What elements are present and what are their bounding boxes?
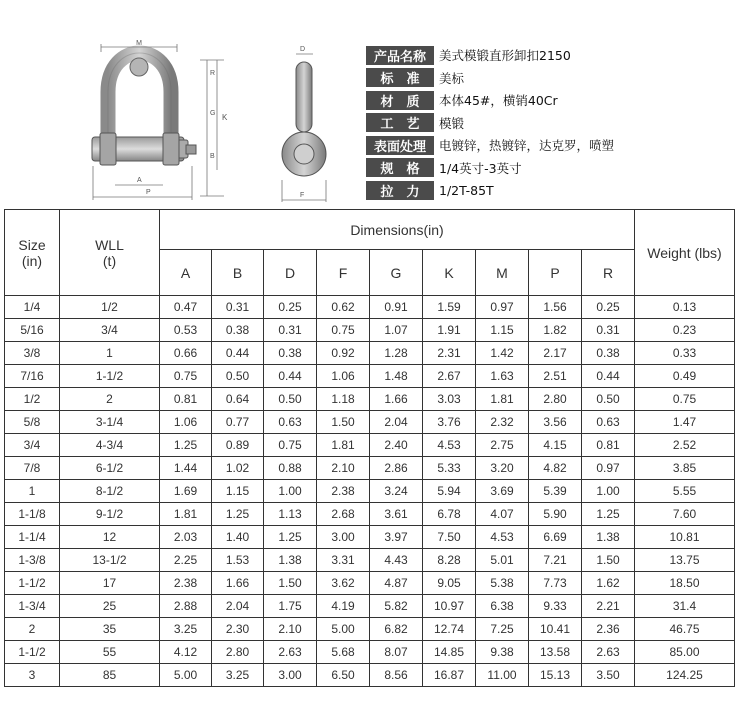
property-row (366, 112, 726, 135)
table-cell: 4-3/4 (60, 434, 160, 457)
table-cell: 1-3/8 (5, 549, 60, 572)
table-cell: 8.56 (370, 664, 423, 687)
table-row (5, 411, 735, 434)
side-view-drawing (282, 46, 326, 202)
table-cell: 2.52 (635, 434, 735, 457)
table-cell: 1.15 (476, 319, 529, 342)
property-row (366, 67, 726, 90)
table-cell: 0.38 (212, 319, 264, 342)
table-cell: 1.50 (264, 572, 317, 595)
table-cell: 0.91 (370, 296, 423, 319)
table-cell: 8.28 (423, 549, 476, 572)
table-cell: 1/4 (5, 296, 60, 319)
table-cell: 0.44 (582, 365, 635, 388)
table-cell: 7/16 (5, 365, 60, 388)
table-cell: 7.25 (476, 618, 529, 641)
property-value: 美式模锻直形卸扣2150 (439, 48, 571, 64)
table-cell: 1-3/4 (5, 595, 60, 618)
table-cell: 1.00 (582, 480, 635, 503)
table-cell: 3.85 (635, 457, 735, 480)
table-cell: 1.62 (582, 572, 635, 595)
table-cell: 0.25 (582, 296, 635, 319)
table-cell: 3.20 (476, 457, 529, 480)
table-cell: 3.76 (423, 411, 476, 434)
table-cell: 2.38 (317, 480, 370, 503)
table-row (5, 572, 735, 595)
table-cell: 6.78 (423, 503, 476, 526)
table-cell: 3.31 (317, 549, 370, 572)
table-row (5, 480, 735, 503)
table-cell: 2.36 (582, 618, 635, 641)
table-cell: 0.75 (264, 434, 317, 457)
dim-label-f: F (300, 192, 305, 199)
table-cell: 1.75 (264, 595, 317, 618)
table-cell: 3 (5, 664, 60, 687)
table-cell: 0.31 (264, 319, 317, 342)
table-cell: 0.63 (264, 411, 317, 434)
table-cell: 85 (60, 664, 160, 687)
table-cell: 1.66 (212, 572, 264, 595)
table-cell: 3.97 (370, 526, 423, 549)
table-cell: 9.05 (423, 572, 476, 595)
table-cell: 1.63 (476, 365, 529, 388)
table-cell: 3.61 (370, 503, 423, 526)
table-cell: 3.24 (370, 480, 423, 503)
table-cell: 0.13 (635, 296, 735, 319)
table-cell: 2.17 (529, 342, 582, 365)
table-cell: 0.38 (582, 342, 635, 365)
property-row (366, 157, 726, 180)
table-cell: 6.82 (370, 618, 423, 641)
table-cell: 1.25 (160, 434, 212, 457)
table-cell: 1.50 (317, 411, 370, 434)
table-cell: 3.00 (264, 664, 317, 687)
table-cell: 1 (5, 480, 60, 503)
table-row (5, 434, 735, 457)
table-cell: 0.97 (476, 296, 529, 319)
table-cell: 124.25 (635, 664, 735, 687)
wll-header: WLL (t) (60, 210, 160, 296)
table-cell: 11.00 (476, 664, 529, 687)
table-cell: 0.50 (212, 365, 264, 388)
table-cell: 2.88 (160, 595, 212, 618)
table-cell: 1.81 (476, 388, 529, 411)
table-cell: 7.73 (529, 572, 582, 595)
dim-label-b: B (210, 153, 215, 160)
table-cell: 1-1/4 (5, 526, 60, 549)
property-label: 标 准 (366, 68, 434, 87)
table-cell: 0.89 (212, 434, 264, 457)
table-cell: 0.31 (582, 319, 635, 342)
table-cell: 1.66 (370, 388, 423, 411)
table-cell: 13.58 (529, 641, 582, 664)
table-cell: 0.64 (212, 388, 264, 411)
table-cell: 1-1/2 (5, 572, 60, 595)
product-properties (366, 44, 726, 202)
table-cell: 2 (60, 388, 160, 411)
table-cell: 9.38 (476, 641, 529, 664)
table-cell: 5.90 (529, 503, 582, 526)
table-cell: 1.38 (264, 549, 317, 572)
property-value: 1/2T-85T (439, 182, 494, 198)
table-cell: 7.50 (423, 526, 476, 549)
table-cell: 2.51 (529, 365, 582, 388)
dim-column-header: G (370, 250, 423, 296)
dim-label-a: A (137, 177, 142, 184)
dim-column-header: D (264, 250, 317, 296)
table-cell: 1/2 (60, 296, 160, 319)
table-cell: 35 (60, 618, 160, 641)
dim-label-r: R (210, 70, 216, 77)
table-row (5, 618, 735, 641)
table-cell: 0.75 (317, 319, 370, 342)
spec-table-body (5, 296, 735, 687)
table-cell: 1.91 (423, 319, 476, 342)
property-label: 材 质 (366, 91, 434, 110)
table-cell: 1.25 (582, 503, 635, 526)
table-cell: 1.00 (264, 480, 317, 503)
table-cell: 5.55 (635, 480, 735, 503)
table-cell: 2.63 (582, 641, 635, 664)
table-cell: 0.88 (264, 457, 317, 480)
table-cell: 18.50 (635, 572, 735, 595)
table-cell: 15.13 (529, 664, 582, 687)
table-row (5, 641, 735, 664)
table-cell: 3.03 (423, 388, 476, 411)
table-cell: 2.63 (264, 641, 317, 664)
table-cell: 55 (60, 641, 160, 664)
table-cell: 9-1/2 (60, 503, 160, 526)
table-cell: 2.10 (317, 457, 370, 480)
table-cell: 0.44 (212, 342, 264, 365)
table-cell: 10.81 (635, 526, 735, 549)
table-cell: 2.30 (212, 618, 264, 641)
table-cell: 9.33 (529, 595, 582, 618)
table-cell: 2.38 (160, 572, 212, 595)
table-cell: 5.39 (529, 480, 582, 503)
table-cell: 0.47 (160, 296, 212, 319)
table-cell: 7.60 (635, 503, 735, 526)
table-cell: 10.41 (529, 618, 582, 641)
table-cell: 4.07 (476, 503, 529, 526)
table-cell: 2 (5, 618, 60, 641)
table-cell: 5.00 (317, 618, 370, 641)
table-cell: 2.80 (529, 388, 582, 411)
table-cell: 0.25 (264, 296, 317, 319)
table-cell: 1.69 (160, 480, 212, 503)
table-cell: 0.53 (160, 319, 212, 342)
table-cell: 0.75 (160, 365, 212, 388)
table-cell: 2.67 (423, 365, 476, 388)
spec-table (4, 209, 735, 687)
table-cell: 3.00 (317, 526, 370, 549)
table-cell: 1.81 (160, 503, 212, 526)
table-cell: 0.62 (317, 296, 370, 319)
table-cell: 4.19 (317, 595, 370, 618)
table-cell: 2.31 (423, 342, 476, 365)
table-cell: 0.50 (582, 388, 635, 411)
table-cell: 3.50 (582, 664, 635, 687)
property-value: 本体45#，横销40Cr (439, 93, 558, 109)
property-row (366, 44, 726, 67)
shackle-drawings (0, 0, 360, 210)
table-cell: 0.97 (582, 457, 635, 480)
property-value: 美标 (439, 70, 465, 86)
property-label: 工 艺 (366, 113, 434, 132)
table-cell: 4.87 (370, 572, 423, 595)
size-header: Size (in) (5, 210, 60, 296)
table-row (5, 526, 735, 549)
dim-column-header: A (160, 250, 212, 296)
dim-column-header: K (423, 250, 476, 296)
table-cell: 13-1/2 (60, 549, 160, 572)
table-cell: 2.32 (476, 411, 529, 434)
property-value: 模锻 (439, 115, 465, 131)
table-row (5, 549, 735, 572)
table-cell: 5.82 (370, 595, 423, 618)
table-cell: 2.40 (370, 434, 423, 457)
table-row (5, 296, 735, 319)
dim-column-header: P (529, 250, 582, 296)
table-cell: 1.25 (264, 526, 317, 549)
table-row (5, 664, 735, 687)
table-cell: 1.07 (370, 319, 423, 342)
table-cell: 16.87 (423, 664, 476, 687)
dim-column-header: M (476, 250, 529, 296)
table-cell: 6.69 (529, 526, 582, 549)
table-cell: 5/8 (5, 411, 60, 434)
table-cell: 0.49 (635, 365, 735, 388)
table-cell: 5/16 (5, 319, 60, 342)
table-cell: 3.69 (476, 480, 529, 503)
property-value: 1/4英寸-3英寸 (439, 160, 522, 176)
table-cell: 0.50 (264, 388, 317, 411)
table-cell: 31.4 (635, 595, 735, 618)
table-cell: 3.62 (317, 572, 370, 595)
table-cell: 8-1/2 (60, 480, 160, 503)
table-cell: 3/4 (60, 319, 160, 342)
table-cell: 0.77 (212, 411, 264, 434)
table-cell: 2.86 (370, 457, 423, 480)
table-cell: 2.10 (264, 618, 317, 641)
table-cell: 5.38 (476, 572, 529, 595)
property-row (366, 134, 726, 157)
property-label: 表面处理 (366, 136, 434, 155)
table-cell: 4.53 (476, 526, 529, 549)
table-cell: 17 (60, 572, 160, 595)
table-cell: 1.47 (635, 411, 735, 434)
table-cell: 3/8 (5, 342, 60, 365)
table-cell: 1.48 (370, 365, 423, 388)
table-cell: 5.00 (160, 664, 212, 687)
table-cell: 2.03 (160, 526, 212, 549)
table-cell: 25 (60, 595, 160, 618)
table-cell: 46.75 (635, 618, 735, 641)
dim-label-k: K (222, 113, 228, 122)
table-cell: 2.25 (160, 549, 212, 572)
table-cell: 3-1/4 (60, 411, 160, 434)
table-cell: 3.56 (529, 411, 582, 434)
table-cell: 0.44 (264, 365, 317, 388)
table-cell: 14.85 (423, 641, 476, 664)
table-cell: 13.75 (635, 549, 735, 572)
table-cell: 1.38 (582, 526, 635, 549)
table-cell: 2.21 (582, 595, 635, 618)
table-cell: 1.06 (160, 411, 212, 434)
dim-column-header: B (212, 250, 264, 296)
table-cell: 0.63 (582, 411, 635, 434)
table-cell: 0.81 (582, 434, 635, 457)
table-cell: 3.25 (212, 664, 264, 687)
table-cell: 2.80 (212, 641, 264, 664)
table-cell: 0.23 (635, 319, 735, 342)
table-cell: 0.31 (212, 296, 264, 319)
table-cell: 5.01 (476, 549, 529, 572)
table-cell: 0.66 (160, 342, 212, 365)
table-cell: 85.00 (635, 641, 735, 664)
table-cell: 3/4 (5, 434, 60, 457)
table-cell: 1/2 (5, 388, 60, 411)
property-row (366, 89, 726, 112)
table-row (5, 595, 735, 618)
property-label: 产品名称 (366, 46, 434, 65)
table-cell: 1.56 (529, 296, 582, 319)
table-cell: 2.04 (370, 411, 423, 434)
table-cell: 12.74 (423, 618, 476, 641)
table-cell: 1 (60, 342, 160, 365)
table-cell: 12 (60, 526, 160, 549)
table-cell: 10.97 (423, 595, 476, 618)
table-cell: 7.21 (529, 549, 582, 572)
table-cell: 1.15 (212, 480, 264, 503)
table-cell: 1.82 (529, 319, 582, 342)
table-cell: 1.81 (317, 434, 370, 457)
table-cell: 1.13 (264, 503, 317, 526)
table-cell: 4.12 (160, 641, 212, 664)
table-cell: 4.43 (370, 549, 423, 572)
table-cell: 1.28 (370, 342, 423, 365)
dim-label-g: G (210, 110, 216, 117)
table-cell: 0.81 (160, 388, 212, 411)
table-cell: 1.02 (212, 457, 264, 480)
table-row (5, 342, 735, 365)
property-label: 规 格 (366, 158, 434, 177)
table-cell: 7/8 (5, 457, 60, 480)
dim-label-p: P (146, 189, 151, 196)
front-view-drawing (92, 40, 228, 200)
table-cell: 6.50 (317, 664, 370, 687)
property-label: 拉 力 (366, 181, 434, 200)
table-cell: 6-1/2 (60, 457, 160, 480)
table-cell: 2.75 (476, 434, 529, 457)
table-cell: 5.94 (423, 480, 476, 503)
table-cell: 4.15 (529, 434, 582, 457)
table-cell: 1.50 (582, 549, 635, 572)
table-cell: 0.75 (635, 388, 735, 411)
dim-column-header: R (582, 250, 635, 296)
table-cell: 1.06 (317, 365, 370, 388)
table-cell: 1.44 (160, 457, 212, 480)
table-cell: 1.25 (212, 503, 264, 526)
property-value: 电镀锌，热镀锌，达克罗，喷塑 (439, 138, 615, 154)
table-cell: 1.18 (317, 388, 370, 411)
table-row (5, 365, 735, 388)
table-cell: 1-1/8 (5, 503, 60, 526)
table-cell: 5.33 (423, 457, 476, 480)
table-cell: 1.59 (423, 296, 476, 319)
table-cell: 1.40 (212, 526, 264, 549)
table-row (5, 388, 735, 411)
table-cell: 2.04 (212, 595, 264, 618)
table-cell: 1-1/2 (60, 365, 160, 388)
weight-header: Weight (lbs) (635, 210, 735, 296)
table-cell: 8.07 (370, 641, 423, 664)
table-row (5, 457, 735, 480)
table-cell: 0.33 (635, 342, 735, 365)
table-cell: 1.53 (212, 549, 264, 572)
table-row (5, 319, 735, 342)
table-row (5, 503, 735, 526)
table-cell: 0.38 (264, 342, 317, 365)
table-cell: 3.25 (160, 618, 212, 641)
dim-column-header: F (317, 250, 370, 296)
property-row (366, 179, 726, 202)
table-cell: 1-1/2 (5, 641, 60, 664)
table-cell: 4.53 (423, 434, 476, 457)
table-cell: 6.38 (476, 595, 529, 618)
dim-label-d: D (300, 46, 306, 53)
table-cell: 1.42 (476, 342, 529, 365)
table-cell: 4.82 (529, 457, 582, 480)
dimensions-header: Dimensions(in) (160, 210, 635, 250)
table-cell: 2.68 (317, 503, 370, 526)
table-cell: 0.92 (317, 342, 370, 365)
dim-label-m: M (136, 40, 142, 47)
table-cell: 5.68 (317, 641, 370, 664)
